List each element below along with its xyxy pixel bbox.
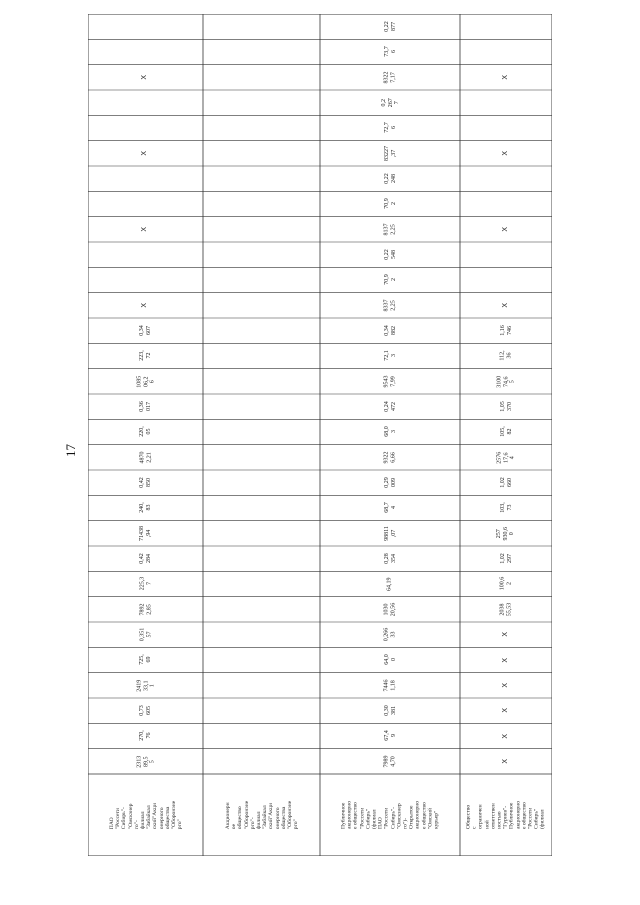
table-cell [320,90,460,115]
cell-value: 2313 89,5 5 [135,755,155,768]
cell-value: 1085 06,2 6 [135,375,155,388]
table-cell [460,141,552,166]
cell-value: 68,7 4 [383,502,396,514]
table-cell [320,394,460,419]
cell-value: X [501,657,509,663]
cell-value: 64,19 [386,577,393,591]
table-cell [88,419,203,444]
cell-value: 98811 ,07 [383,525,396,541]
table-cell [88,141,203,166]
table-cell [460,470,552,495]
table-cell [460,698,552,723]
table-cell [460,647,552,672]
table-cell [88,571,203,596]
table-cell [460,597,552,622]
table-cell [460,65,552,90]
table-cell [88,343,203,368]
cell-value: 0,34 607 [139,325,152,336]
cell-value: 2038 55,53 [499,602,512,617]
cell-value: 70,9 2 [383,274,396,286]
table-cell [460,673,552,698]
table-cell [460,394,552,419]
cell-value: 1,16 746 [499,325,512,336]
cell-value: X [501,74,509,80]
row-label-text: ПАО "Россети Сибирь"- "Омскэнер го"- филиал "Забайкал ский"Акци онерного общества "Оборонэне рго" [108,800,183,830]
table-cell [88,318,203,343]
cell-value: 0,22 248 [383,173,396,184]
table-cell [460,445,552,470]
table-cell [320,115,460,140]
table-cell [88,394,203,419]
table-cell [320,647,460,672]
cell-value: 270, 76 [139,730,152,742]
cell-value: 9322 6,66 [383,451,396,464]
cell-value: 223, 72 [139,350,152,362]
row-label-text: Публичное акционерно е общество "Россети Сибирь" (филиал ПАО "Россети Сибирь"- "Омскэнер го")- Открытое акционерно е общество "Омский курьер" [340,800,440,830]
cell-value: X [501,733,509,739]
table-cell [460,217,552,242]
cell-value: 1,02 297 [499,553,512,564]
cell-value: 0,266 33 [383,627,396,642]
row-label [460,774,552,856]
row-label [320,774,460,856]
cell-value: 0,29 009 [383,477,396,488]
data-table [88,14,552,856]
cell-value: 0,36 017 [139,401,152,412]
cell-value: 8322 7,17 [383,71,396,84]
cell-value: 257 930,6 0 [496,526,516,541]
table-cell [320,267,460,292]
cell-value: 64,0 0 [383,654,396,666]
table-cell [320,343,460,368]
cell-value: 2419 33,1 1 [135,679,155,692]
cell-value: X [141,150,149,156]
cell-value: X [141,74,149,80]
table-cell [320,293,460,318]
table-cell [320,369,460,394]
table-cell [320,470,460,495]
cell-value: 100,6 2 [499,577,512,591]
table-cell [88,647,203,672]
cell-value: 71438 ,94 [139,525,152,541]
cell-value: 8337 2,25 [383,299,396,312]
table-cell [88,749,203,774]
table-cell [320,495,460,520]
table-cell [320,546,460,571]
cell-value: 7989 4,70 [383,755,396,768]
cell-value: 0,351 57 [139,627,152,642]
table-cell [460,546,552,571]
cell-value: 0,22 877 [383,21,396,32]
table-cell [320,622,460,647]
table-cell [320,141,460,166]
cell-value: X [501,708,509,713]
table-cell [460,495,552,520]
cell-value: 112, 36 [499,350,512,362]
cell-value: 225,3 7 [139,577,152,591]
cell-value: X [141,302,149,308]
cell-value: X [501,302,509,308]
row-label-text: Общество с ограничен ной ответствен ностью "Гуриев"- Публичное акционерно е общество "Россети Сибирь" (филиал [465,800,547,830]
table-cell [320,217,460,242]
table-cell [88,65,203,90]
cell-value: 68,0 3 [383,426,396,438]
table-cell [460,723,552,748]
table-cell [320,318,460,343]
table-cell [460,571,552,596]
cell-value: 0,42 284 [139,553,152,564]
table-cell [320,673,460,698]
cell-value: 105, 82 [499,426,512,438]
table-cell [320,445,460,470]
row-label [88,774,203,856]
table-cell [88,217,203,242]
table-cell [320,166,460,191]
cell-value: 9543 7,99 [383,375,396,388]
cell-value: 0,30 381 [383,705,396,716]
cell-value: 0,42 850 [139,477,152,488]
table-cell [320,419,460,444]
table-cell [88,445,203,470]
cell-value: 0,73 605 [139,705,152,716]
cell-value: 1,02 660 [499,477,512,488]
table-cell [88,698,203,723]
table-cell [460,369,552,394]
cell-value: 0,28 354 [383,553,396,564]
cell-value: 67,4 9 [383,730,396,742]
cell-value: 240, 83 [139,502,152,514]
table-cell [88,673,203,698]
table-cell [320,191,460,216]
cell-value: 4870 2,21 [139,451,152,464]
table-cell [88,546,203,571]
cell-value: X [501,632,509,637]
table-cell [88,470,203,495]
cell-value: 1030 20,56 [383,602,396,617]
cell-value: 103, 73 [499,502,512,514]
table-cell [88,723,203,748]
cell-value: X [501,226,509,232]
table-cell [460,318,552,343]
table-cell [88,622,203,647]
page-number: 17 [63,444,78,457]
cell-value: 725, 69 [139,654,152,666]
table-cell [460,521,552,546]
cell-value: 70,9 2 [383,198,396,210]
table-cell [320,571,460,596]
table-cell [88,597,203,622]
table-cell [460,293,552,318]
table-cell [460,749,552,774]
table-cell [88,369,203,394]
cell-value: X [501,682,509,688]
table-cell [88,495,203,520]
table-cell [460,419,552,444]
table-cell [320,723,460,748]
table-cell [320,749,460,774]
table-cell [320,698,460,723]
row-label-text: Акционерн ое общество "Оборонэне рго"- филиал "Забайкал ский"Акци онерного общества "Оборонэне рго" [224,800,299,830]
cell-value: 73,7 6 [383,46,396,58]
table-cell [88,521,203,546]
cell-value: 0,24 472 [383,401,396,412]
table-cell [320,521,460,546]
cell-value: 7892 2,85 [139,603,152,616]
cell-value: 220, 05 [139,426,152,438]
cell-value: 7446 1,18 [383,679,396,692]
table-cell [320,597,460,622]
cell-value: 83227 ,37 [383,145,396,161]
table-cell [320,39,460,64]
cell-value: X [141,226,149,232]
row-label [203,774,320,856]
table-cell [460,343,552,368]
table-cell [320,65,460,90]
table-cell [320,242,460,267]
table-cell [88,293,203,318]
cell-value: 8137 2,25 [383,223,396,236]
cell-value: 72,7 6 [383,122,396,134]
table-cell [460,622,552,647]
cell-value: X [501,150,509,156]
cell-value: 72,1 3 [383,350,396,362]
cell-value: 1,05 370 [499,401,512,412]
cell-value: 0,22 548 [383,249,396,260]
table-cell [320,14,460,39]
cell-value: 3100 74,6 5 [496,375,516,388]
cell-value: 2576 17,6 4 [496,451,516,464]
cell-value: X [501,758,509,764]
cell-value: 0,2 267 7 [380,98,400,108]
cell-value: 0,34 882 [383,325,396,336]
